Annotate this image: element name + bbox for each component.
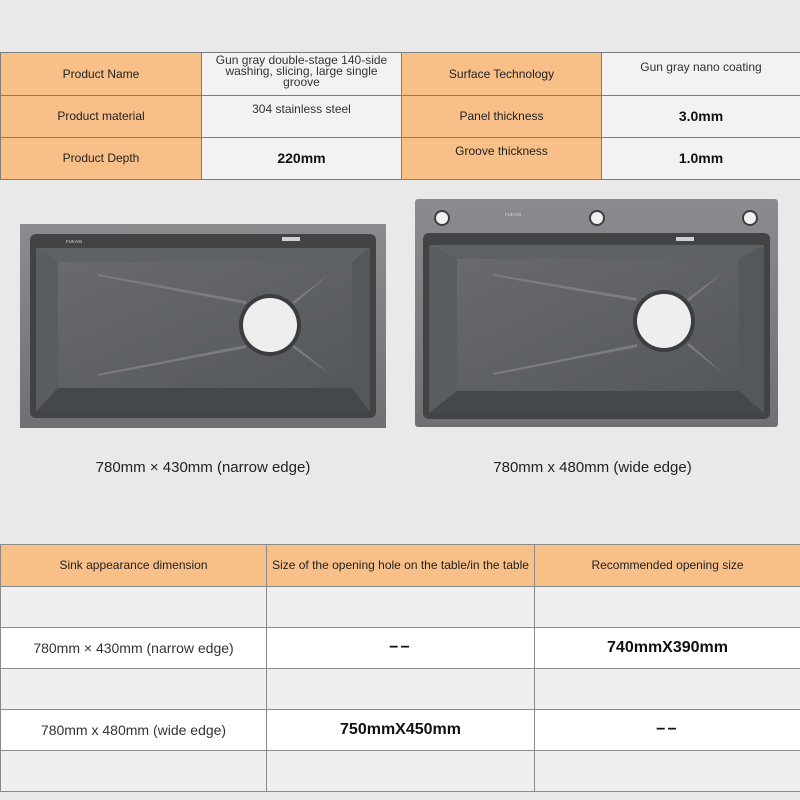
recommended-size-cell: −− <box>535 710 800 751</box>
table-cell <box>535 669 800 710</box>
table-cell <box>1 669 267 710</box>
spec-value: 1.0mm <box>602 138 800 180</box>
spec-row-depth <box>1 138 800 180</box>
spec-label: Product Depth <box>1 138 202 180</box>
sink-narrow-caption: 780mm × 430mm (narrow edge) <box>95 459 311 476</box>
spec-row-material <box>1 96 800 138</box>
table-row <box>1 628 800 669</box>
spec-label: Product Name <box>1 53 202 96</box>
sink-wide-image <box>415 199 778 427</box>
spec-value: 220mm <box>202 138 402 180</box>
table-cell <box>535 587 800 628</box>
dimension-table-header <box>1 545 800 587</box>
table-row <box>1 587 800 628</box>
spec-value: Gun gray nano coating <box>602 53 800 96</box>
table-row <box>1 710 800 751</box>
spec-label: Product material <box>1 96 202 138</box>
spec-label: Surface Technology <box>402 53 602 96</box>
table-row <box>1 669 800 710</box>
spec-row-product-name <box>1 53 800 96</box>
brand-label: FUKASI <box>505 212 522 217</box>
brand-label: FUKASI <box>66 239 83 244</box>
hole-size-cell: 750mmX450mm <box>267 710 535 751</box>
dimension-table <box>0 544 800 792</box>
table-row <box>1 751 800 792</box>
table-cell <box>1 587 267 628</box>
spec-value: 304 stainless steel <box>202 96 402 138</box>
spec-table <box>0 52 800 180</box>
header-cell: Sink appearance dimension <box>1 545 267 587</box>
sink-wide-caption: 780mm x 480mm (wide edge) <box>493 459 692 476</box>
hole-size-cell: −− <box>267 628 535 669</box>
spec-label: Groove thickness <box>402 138 602 180</box>
spec-value: Gun gray double-stage 140-side washing, slicing, large single groove <box>202 53 402 96</box>
table-cell <box>535 751 800 792</box>
spec-label: Panel thickness <box>402 96 602 138</box>
spec-value: 3.0mm <box>602 96 800 138</box>
table-cell <box>1 751 267 792</box>
table-cell <box>267 587 535 628</box>
recommended-size-cell: 740mmX390mm <box>535 628 800 669</box>
dimension-cell: 780mm × 430mm (narrow edge) <box>1 628 267 669</box>
header-cell: Size of the opening hole on the table/in the table <box>267 545 535 587</box>
sink-narrow-image <box>20 224 386 428</box>
table-cell <box>267 669 535 710</box>
header-cell: Recommended opening size <box>535 545 800 587</box>
dimension-cell: 780mm x 480mm (wide edge) <box>1 710 267 751</box>
table-cell <box>267 751 535 792</box>
